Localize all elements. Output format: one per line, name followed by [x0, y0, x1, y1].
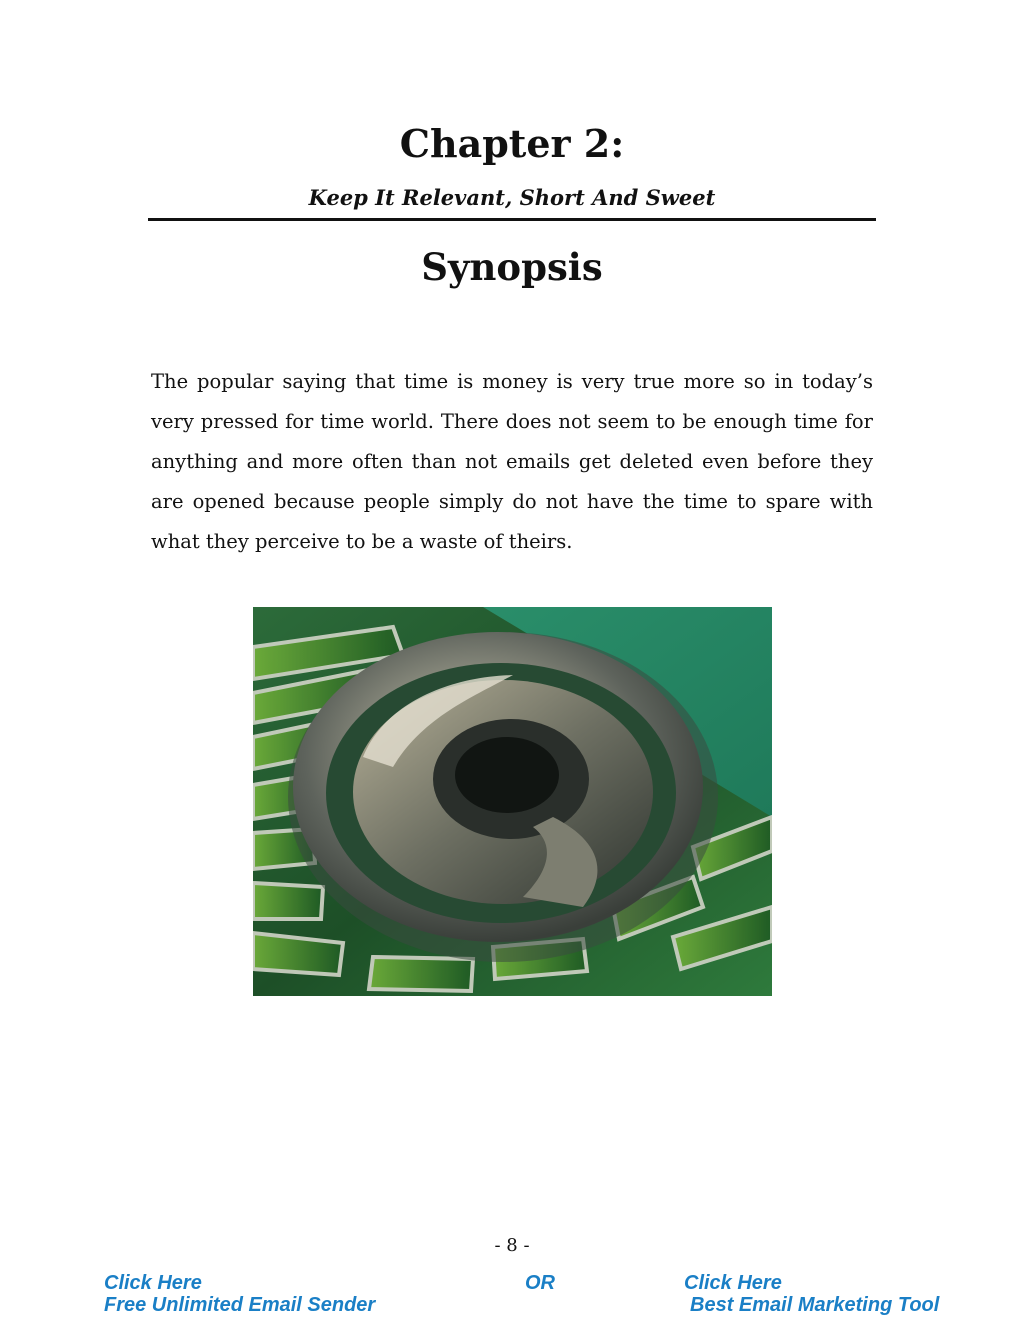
- click-here-link-right[interactable]: Click Here: [684, 1272, 782, 1294]
- best-email-marketing-tool-link[interactable]: Best Email Marketing Tool: [690, 1294, 940, 1316]
- page-number: - 8 -: [494, 1235, 530, 1256]
- section-heading: Synopsis: [421, 245, 603, 289]
- synopsis-paragraph: The popular saying that time is money is very true more so in today’s very pressed for time world. There does not seem to be enough time for anything and more often than not emails get deleted even before they are opened because people simply do not have the time to spare with what they perceive to be a waste of theirs.: [151, 370, 873, 553]
- free-unlimited-email-sender-link[interactable]: Free Unlimited Email Sender: [104, 1294, 376, 1316]
- title-divider: [148, 218, 876, 221]
- at-sign-photo: [253, 607, 772, 996]
- chapter-title: Chapter 2:: [399, 121, 625, 166]
- at-sign-illustration: [253, 607, 772, 996]
- chapter-subtitle: Keep It Relevant, Short And Sweet: [308, 185, 716, 210]
- click-here-link-left[interactable]: Click Here: [104, 1272, 202, 1294]
- or-separator: OR: [525, 1272, 555, 1294]
